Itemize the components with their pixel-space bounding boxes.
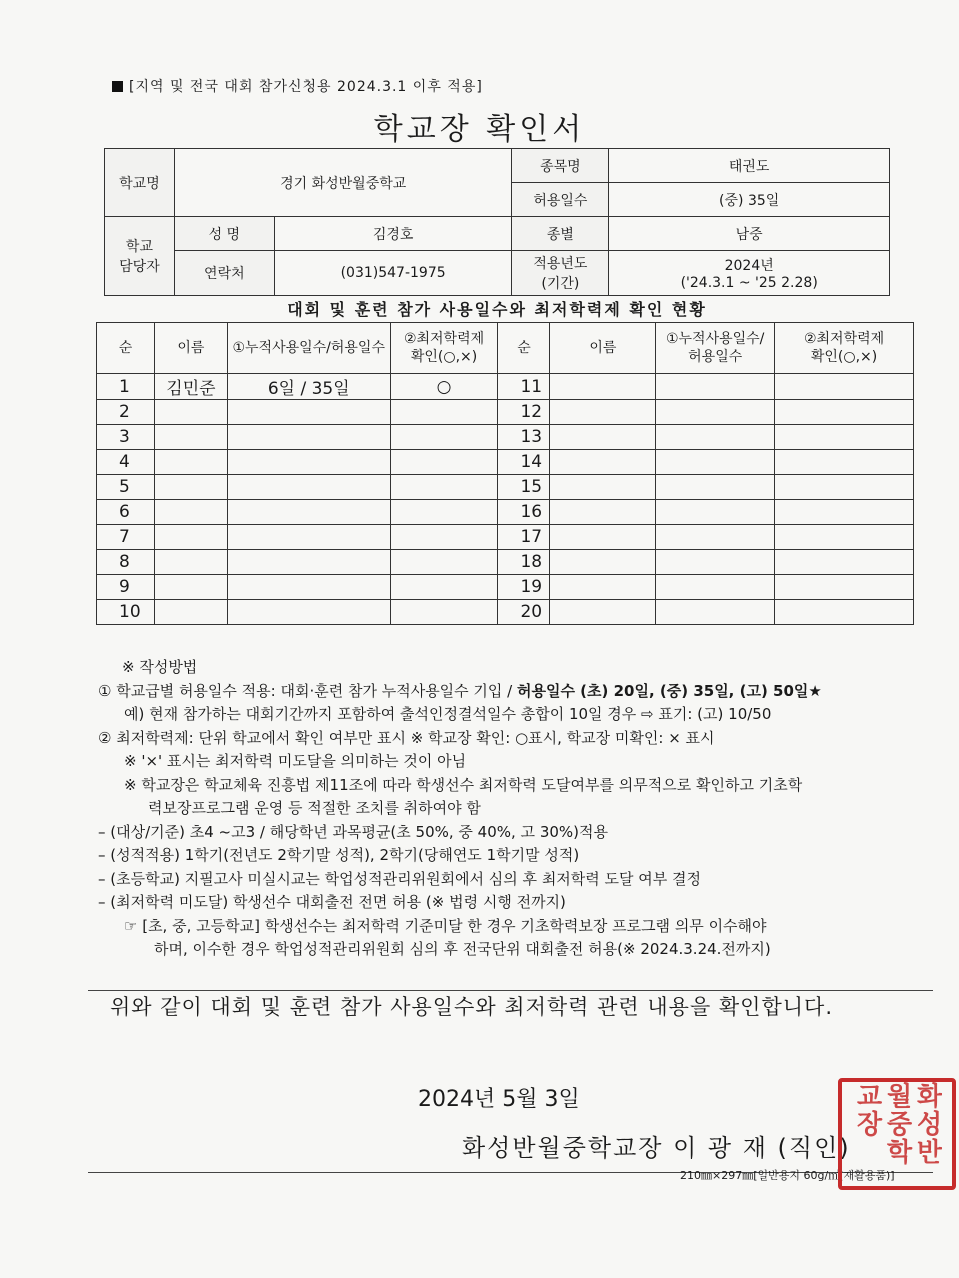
used-days: [656, 400, 775, 425]
row-number: 12: [498, 400, 550, 425]
used-days: [227, 575, 390, 600]
staff-label: 학교 담당자: [105, 217, 175, 296]
row-number: 14: [498, 450, 550, 475]
academic-check: [775, 450, 914, 475]
sport-label: 종목명: [512, 149, 609, 183]
used-days: [656, 374, 775, 400]
col-header: ①누적사용일수/허용일수: [227, 323, 390, 374]
used-days: [656, 525, 775, 550]
used-days: [227, 550, 390, 575]
student-name: [550, 525, 656, 550]
contact-label: 연락처: [174, 251, 274, 296]
row-number: 4: [97, 450, 155, 475]
staff-name-value: 김경호: [274, 217, 512, 251]
table-row: [97, 550, 914, 575]
used-days: [227, 525, 390, 550]
school-name-label: 학교명: [105, 149, 175, 217]
academic-check: [390, 600, 498, 625]
col-header: ②최저학력제 확인(○,×): [775, 323, 914, 374]
row-number: 19: [498, 575, 550, 600]
section-title: 대회 및 훈련 참가 사용일수와 최저학력제 확인 현황: [287, 300, 707, 319]
instruction-line: ① 학교급별 허용일수 적용: 대회·훈련 참가 누적사용일수 기입 / 허용일수 (초) 20일, (중) 35일, (고) 50일★: [98, 681, 822, 700]
row-number: 15: [498, 475, 550, 500]
academic-check: [390, 550, 498, 575]
student-name: [154, 450, 227, 475]
instruction-line: ※ 학교장은 학교체육 진흥법 제11조에 따라 학생선수 최저학력 도달여부를 의무적으로 확인하고 기초학: [124, 775, 803, 794]
table-row: [97, 500, 914, 525]
student-name: [550, 500, 656, 525]
instruction-line: – (성적적용) 1학기(전년도 2학기말 성적), 2학기(당해연도 1학기말 성적): [98, 846, 580, 864]
instruction-line: – (대상/기준) 초4 ~고3 / 해당학년 과목평균(초 50%, 중 40%, 고 30%)적용: [98, 822, 608, 841]
col-header: 순: [97, 323, 155, 374]
used-days: [656, 475, 775, 500]
academic-check: [390, 475, 498, 500]
table-row: [97, 450, 914, 475]
student-name: [550, 600, 656, 625]
used-days: [656, 425, 775, 450]
academic-check: [775, 600, 914, 625]
instruction-line: 예) 현재 참가하는 대회기간까지 포함하여 출석인정결석일수 총합이 10일 경우 ⇨ 표기: (고) 10/50: [124, 705, 772, 723]
col-header: 이름: [154, 323, 227, 374]
col-header: 이름: [550, 323, 656, 374]
academic-check: [775, 525, 914, 550]
table-row: [97, 600, 914, 625]
student-name: [154, 600, 227, 625]
student-name: [550, 450, 656, 475]
row-number: 3: [97, 425, 155, 450]
instruction-line: ② 최저학력제: 단위 학교에서 확인 여부만 표시 ※ 학교장 확인: ○표시, 학교장 미확인: × 표시: [98, 728, 715, 747]
academic-check: ○: [390, 374, 498, 400]
academic-check: [390, 575, 498, 600]
academic-check: [775, 374, 914, 400]
row-number: 1: [97, 374, 155, 400]
allowed-days-label: 허용일수: [512, 183, 609, 217]
row-number: 16: [498, 500, 550, 525]
student-name: [154, 425, 227, 450]
student-name: [550, 550, 656, 575]
sport-value: 태권도: [609, 149, 890, 183]
year-label: 적용년도 (기간): [512, 251, 609, 296]
instruction-line: – (초등학교) 지필고사 미실시교는 학업성적관리위원회에서 심의 후 최저학력 도달 여부 결정: [98, 869, 702, 888]
table-row: [97, 575, 914, 600]
contact-value: (031)547-1975: [274, 251, 512, 296]
table-row: [97, 425, 914, 450]
confirmation-statement: 위와 같이 대회 및 훈련 참가 사용일수와 최저학력 관련 내용을 확인합니다.: [110, 995, 834, 1019]
used-days: [227, 475, 390, 500]
row-number: 5: [97, 475, 155, 500]
student-name: [550, 374, 656, 400]
paper-spec: 210㎜×297㎜[일반용지 60g/㎡(재활용품)]: [680, 1169, 895, 1182]
row-number: 6: [97, 500, 155, 525]
academic-check: [775, 475, 914, 500]
allowed-days-value: (중) 35일: [609, 183, 890, 217]
academic-check: [390, 450, 498, 475]
student-name: [154, 575, 227, 600]
row-number: 7: [97, 525, 155, 550]
year-value: 2024년 ('24.3.1 ~ '25 2.28): [609, 251, 890, 296]
staff-name-label: 성 명: [174, 217, 274, 251]
document-title: 학교장 확인서: [373, 112, 586, 147]
school-info-table: [104, 148, 890, 296]
category-value: 남중: [609, 217, 890, 251]
academic-check: [390, 525, 498, 550]
row-number: 17: [498, 525, 550, 550]
row-number: 13: [498, 425, 550, 450]
row-number: 20: [498, 600, 550, 625]
academic-check: [775, 500, 914, 525]
student-name: [550, 425, 656, 450]
category-label: 종별: [512, 217, 609, 251]
seal-text: 화성반월중학교장: [852, 1082, 942, 1166]
academic-check: [775, 400, 914, 425]
table-row: [97, 400, 914, 425]
col-header: ②최저학력제 확인(○,×): [390, 323, 498, 374]
used-days: [656, 500, 775, 525]
table-header-row: [97, 323, 914, 374]
used-days: [227, 600, 390, 625]
instruction-line: – (최저학력 미도달) 학생선수 대회출전 전면 허용 (※ 법령 시행 전까지): [98, 893, 566, 911]
school-name-value: 경기 화성반월중학교: [174, 149, 512, 217]
used-days: [656, 600, 775, 625]
student-name: 김민준: [154, 374, 227, 400]
used-days: [656, 450, 775, 475]
issue-date: 2024년 5월 3일: [418, 1087, 580, 1112]
principal-signature: 화성반월중학교장 이 광 재 (직인): [462, 1134, 851, 1162]
used-days: 6일 / 35일: [227, 374, 390, 400]
academic-check: [775, 425, 914, 450]
student-name: [154, 400, 227, 425]
row-number: 18: [498, 550, 550, 575]
col-header: ①누적사용일수/ 허용일수: [656, 323, 775, 374]
row-number: 9: [97, 575, 155, 600]
used-days: [656, 575, 775, 600]
col-header: 순: [498, 323, 550, 374]
square-bullet-icon: [112, 81, 123, 92]
student-name: [154, 525, 227, 550]
academic-check: [775, 550, 914, 575]
academic-check: [390, 500, 498, 525]
student-name: [550, 575, 656, 600]
instruction-line: 력보장프로그램 운영 등 적절한 조치를 취하여야 함: [148, 799, 481, 817]
used-days: [227, 450, 390, 475]
academic-check: [775, 575, 914, 600]
used-days: [227, 400, 390, 425]
attendance-table: [96, 322, 914, 625]
instructions: [98, 656, 928, 962]
instructions-heading: ※ 작성방법: [122, 658, 198, 676]
academic-check: [390, 425, 498, 450]
table-row: [97, 475, 914, 500]
row-number: 2: [97, 400, 155, 425]
table-row: [97, 525, 914, 550]
student-name: [154, 550, 227, 575]
instruction-line: 하며, 이수한 경우 학업성적관리위원회 심의 후 전국단위 대회출전 허용(※ 2024.3.24.전까지): [154, 940, 771, 958]
student-name: [550, 400, 656, 425]
used-days: [227, 500, 390, 525]
student-name: [154, 475, 227, 500]
form-usage-note: [지역 및 전국 대회 참가신청용 2024.3.1 이후 적용]: [112, 76, 483, 96]
row-number: 8: [97, 550, 155, 575]
official-seal-stamp: [838, 1078, 956, 1190]
student-name: [550, 475, 656, 500]
instruction-line: ※ '×' 표시는 최저학력 미도달을 의미하는 것이 아님: [124, 752, 467, 770]
row-number: 10: [97, 600, 155, 625]
student-name: [154, 500, 227, 525]
academic-check: [390, 400, 498, 425]
used-days: [227, 425, 390, 450]
used-days: [656, 550, 775, 575]
row-number: 11: [498, 374, 550, 400]
instruction-line: ☞ [초, 중, 고등학교] 학생선수는 최저학력 기준미달 한 경우 기초학력보장 프로그램 의무 이수해야: [124, 916, 767, 935]
table-row: [97, 374, 914, 400]
